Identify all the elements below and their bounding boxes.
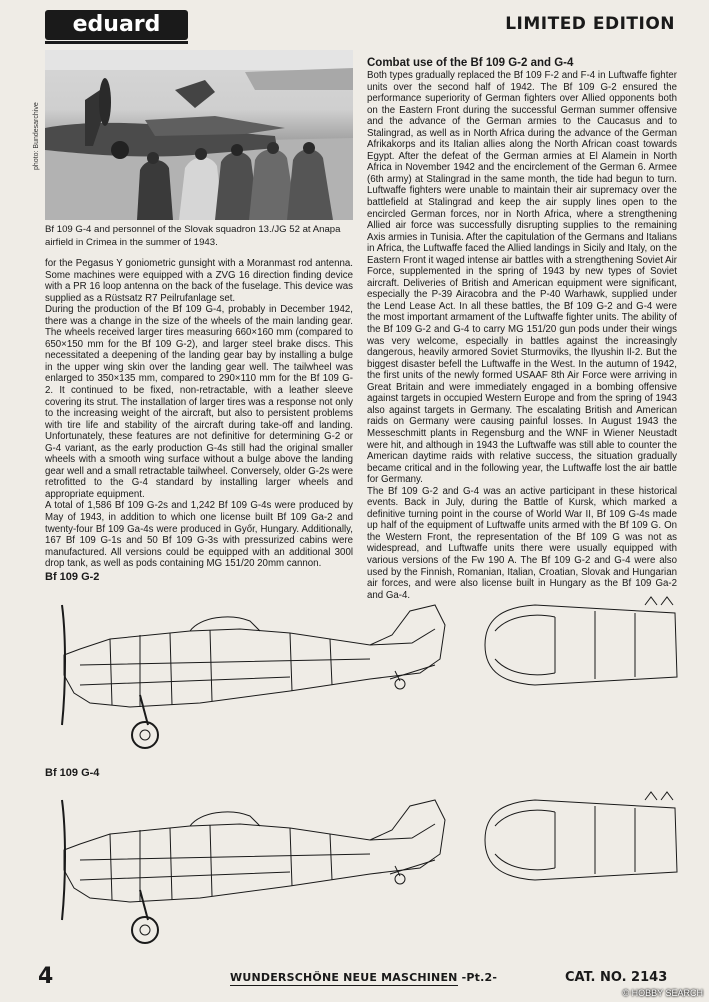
right-paragraph: Both types gradually replaced the Bf 109 F-2 and F-4 in Luftwaffe fighter units over the second half of 1942. The Bf 109 G-2 ensured the performance superiority of German fighters over Allied opponents both on the Eastern Front during the successful German summer offensive and the advance of the German armies to the Caucasus and to Stalingrad, as well as in North Africa during the advance of the German Afrikakorps and its Italian allies along the North African coast towards Egypt. After the defeat of the German armies at El Alamein in North Africa in November 1942 and the encirclement of the German 6. Armee (6th army) at Stalingrad in the same month, the tide had begun to turn. Luftwaffe fighters were unable to maintain their air supremacy over the battlefield at Stalingrad and keep the air supply lines open to the encircled German forces, nor in North Africa, where a strengthening Allied air force was successfully disrupting supplies to the remaining Axis armies in Tunisia. After the capitulation of the Germans and Italians in Africa, the Luftwaffe faced the Allied landings in Sicily and Italy, on the Eastern Front it waged intense air battles with a strengthening Soviet Air Force, supplemented in the spring of 1943 by new types of Soviet aircraft. Deliveries of British and American equipment were significant, especially the P-39 Airacobra and the P-40 Warhawk, supplied under the Lend Lease Act. In all these battles, the Bf 109 G-2 and G-4 were the most important armament of the Luftwaffe fighter units. The ability of the Bf 109 G-2 and G-4 to carry MG 151/20 gun pods under their wings was very welcome, especially in battles against the increasingly dangerous, heavily armored Soviet Sturmoviks, the Ilyushin Il-2. But the biggest disaster befell the Luftwaffe in the West. In the autumn of 1942, the first units of the newly formed USAAF 8th Air Force were arriving in Great Britain and were immediately engaged in a bombing offensive against targets in occupied Western Europe and from the spring of 1943 also against targets in Germany. The escalating British and American raids on Germany were causing painful losses. In August 1943 the Messeschmitt plants in Regensburg and the WNF in Wiener Neustadt were hit, and although in 1943 the Luftwaffe was still able to counter the American daytime raids with relative success, the situation gradually became critical and in the following year, the Luftwaffe lost the air battle for Germany.	[367, 70, 677, 486]
right-paragraph: The Bf 109 G-2 and G-4 was an active participant in these historical events. Back in July, during the Battle of Kursk, which marked a definitive turning point in the course of World War II, Bf 109 G-4s made up half of the equipment of Luftwaffe units armed with the Bf 109 G. On the Western Front, the representation of the Bf 109 G was not as widespread, and Luftwaffe units there were usually equipped with various versions of the Fw 190 A. The Bf 109 G-2 and G-4 were also used by the Finnish, Romanian, Italian, Croatian, Slovak and Hungarian air forces, and were also license built in Hungary as the Bf 109 Ga-2 and Ga-4.	[367, 485, 677, 601]
historic-photo	[45, 50, 353, 220]
bf109-g2-side-view	[40, 595, 460, 755]
bf109-g2-top-view	[475, 595, 685, 695]
eduard-logo	[45, 10, 188, 44]
footer-title	[230, 971, 497, 984]
logo-text: eduard	[72, 12, 161, 37]
edition-label: LIMITED EDITION	[505, 14, 675, 34]
left-paragraph: for the Pegasus Y goniometric gunsight with a Moranmast rod antenna. Some machines were equipped with a ZVG 16 direction finding device with a PR 16 loop antenna on the back of the fuselage. This device was supplied as a Rüstsatz R7 Peilrufanlage set.	[45, 258, 353, 304]
photo-credit: photo: Bundesarchive	[33, 102, 40, 170]
catalog-number: CAT. NO. 2143	[565, 970, 668, 985]
left-column	[45, 258, 353, 570]
photo-caption: Bf 109 G-4 and personnel of the Slovak squadron 13./JG 52 at Anapa airfield in Crimea in the summer of 1943.	[45, 224, 341, 248]
left-paragraph: During the production of the Bf 109 G-4, probably in December 1942, there was a change in the size of the wheels of the main landing gear. The wheels received larger tires measuring 660×160 mm (compared to 650×150 mm for the Bf 109 G-2), and larger steel brake discs. This necessitated a deepening of the landing gear bay by installing a bulge in the upper wing skin over the landing gear well. The tailwheel was enlarged to 350×135 mm, compared to 290×110 mm for the Bf 109 G-2. It continued to be fixed, non-retractable, with a leather sleeve covering its strut. The installation of larger tires was a response not only to the increasing weight of the aircraft, but also to persistent problems with tire life and stability of the aircraft during take-off and landing. Unfortunately, these features are not definitive for determining G-2 or G-4 variant, as the early production G-4s still had the original smaller wheels with a smooth wing surface without a bulge above the landing gear well and a small retractable tailwheel. Conversely, older G-2s were retrofitted to the G-4 standard by installing larger wheels and appropriate equipment.	[45, 304, 353, 500]
bf109-g4-side-view	[40, 790, 460, 950]
footer-series-title: WUNDERSCHÖNE NEUE MASCHINEN	[230, 971, 458, 984]
photo-scene	[45, 50, 353, 220]
left-paragraph: A total of 1,586 Bf 109 G-2s and 1,242 Bf 109 G-4s were produced by May of 1943, in addition to which one license built Bf 109 Ga-2 and twenty-four Bf 109 Ga-4s were produced in Győr, Hungary. Additionally, 167 Bf 109 G-1s and 50 Bf 109 G-3s with pressurized cabins were manufactured. All versions could be equipped with an additional 300l drop tank, as well as pods containing MG 151/20 20mm cannon.	[45, 500, 353, 570]
page-number: 4	[38, 964, 54, 989]
watermark: © HOBBY SEARCH	[622, 988, 703, 998]
drawing-label-g4: Bf 109 G-4	[45, 767, 100, 779]
bf109-g4-top-view	[475, 790, 685, 890]
footer-part: -Pt.2-	[461, 971, 498, 984]
right-column	[367, 57, 677, 601]
drawing-label-g2: Bf 109 G-2	[45, 571, 100, 583]
section-title: Combat use of the Bf 109 G-2 and G-4	[367, 57, 574, 69]
logo-underline	[45, 41, 188, 44]
